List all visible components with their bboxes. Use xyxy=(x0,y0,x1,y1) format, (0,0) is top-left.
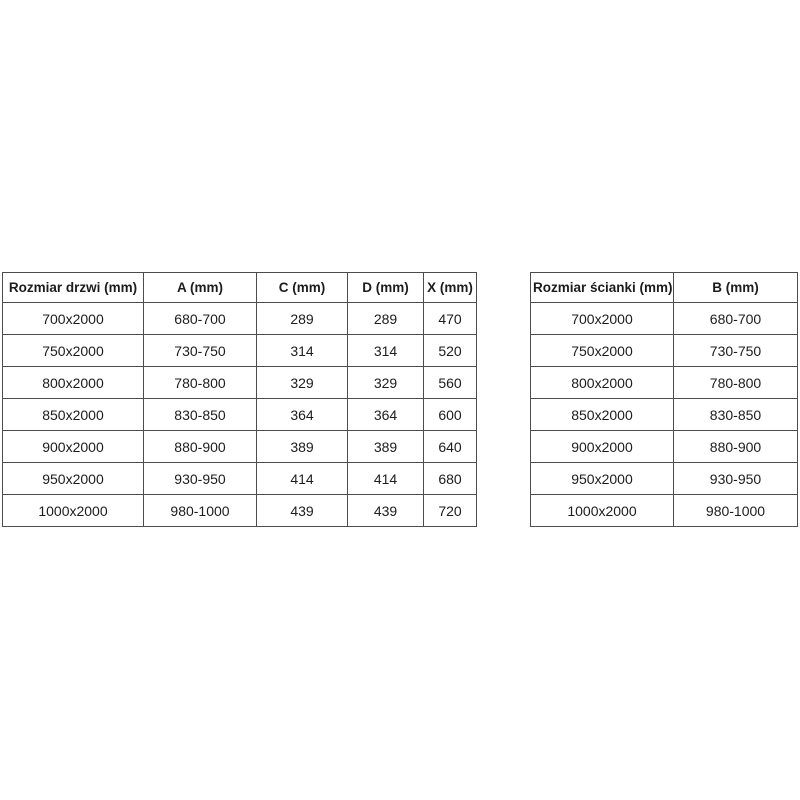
table-row xyxy=(3,463,477,495)
table-row xyxy=(3,303,477,335)
table-cell: 950x2000 xyxy=(3,463,144,495)
column-header: Rozmiar ścianki (mm) xyxy=(531,273,674,303)
table-cell: 880-900 xyxy=(144,431,257,463)
table-row xyxy=(531,303,798,335)
table-cell: 439 xyxy=(257,495,348,527)
table-cell: 680 xyxy=(424,463,477,495)
table-cell: 560 xyxy=(424,367,477,399)
table-cell: 700x2000 xyxy=(3,303,144,335)
column-header: X (mm) xyxy=(424,273,477,303)
table-row xyxy=(3,431,477,463)
table-cell: 800x2000 xyxy=(531,367,674,399)
table-cell: 720 xyxy=(424,495,477,527)
table-cell: 930-950 xyxy=(674,463,798,495)
table-cell: 930-950 xyxy=(144,463,257,495)
table-cell: 329 xyxy=(348,367,424,399)
table-cell: 680-700 xyxy=(674,303,798,335)
table-cell: 980-1000 xyxy=(674,495,798,527)
header-row xyxy=(531,273,798,303)
table-cell: 900x2000 xyxy=(3,431,144,463)
door-table-header xyxy=(3,273,477,303)
column-header: A (mm) xyxy=(144,273,257,303)
table-cell: 850x2000 xyxy=(531,399,674,431)
table-cell: 780-800 xyxy=(144,367,257,399)
table-cell: 680-700 xyxy=(144,303,257,335)
door-table-body xyxy=(3,303,477,527)
table-row xyxy=(3,367,477,399)
table-cell: 314 xyxy=(257,335,348,367)
table-cell: 289 xyxy=(257,303,348,335)
table-cell: 700x2000 xyxy=(531,303,674,335)
table-row xyxy=(3,335,477,367)
table-cell: 414 xyxy=(257,463,348,495)
wall-table-body xyxy=(531,303,798,527)
column-header: Rozmiar drzwi (mm) xyxy=(3,273,144,303)
table-row xyxy=(531,399,798,431)
table-row xyxy=(531,431,798,463)
table-cell: 314 xyxy=(348,335,424,367)
header-row xyxy=(3,273,477,303)
wall-dimensions-table xyxy=(530,272,798,527)
table-cell: 830-850 xyxy=(144,399,257,431)
table-cell: 329 xyxy=(257,367,348,399)
table-row xyxy=(531,335,798,367)
table-cell: 439 xyxy=(348,495,424,527)
table-cell: 730-750 xyxy=(144,335,257,367)
table-cell: 600 xyxy=(424,399,477,431)
column-header: D (mm) xyxy=(348,273,424,303)
table-row xyxy=(3,495,477,527)
table-cell: 980-1000 xyxy=(144,495,257,527)
table-cell: 364 xyxy=(257,399,348,431)
table-cell: 750x2000 xyxy=(3,335,144,367)
table-cell: 640 xyxy=(424,431,477,463)
table-cell: 800x2000 xyxy=(3,367,144,399)
table-cell: 850x2000 xyxy=(3,399,144,431)
table-cell: 414 xyxy=(348,463,424,495)
table-cell: 730-750 xyxy=(674,335,798,367)
table-row xyxy=(531,495,798,527)
table-cell: 1000x2000 xyxy=(3,495,144,527)
table-cell: 389 xyxy=(257,431,348,463)
table-cell: 289 xyxy=(348,303,424,335)
table-row xyxy=(531,463,798,495)
table-cell: 950x2000 xyxy=(531,463,674,495)
table-cell: 1000x2000 xyxy=(531,495,674,527)
door-dimensions-table xyxy=(2,272,477,527)
table-cell: 880-900 xyxy=(674,431,798,463)
wall-table-header xyxy=(531,273,798,303)
table-cell: 830-850 xyxy=(674,399,798,431)
table-cell: 780-800 xyxy=(674,367,798,399)
table-cell: 900x2000 xyxy=(531,431,674,463)
table-cell: 470 xyxy=(424,303,477,335)
table-cell: 520 xyxy=(424,335,477,367)
table-cell: 750x2000 xyxy=(531,335,674,367)
table-cell: 389 xyxy=(348,431,424,463)
column-header: B (mm) xyxy=(674,273,798,303)
column-header: C (mm) xyxy=(257,273,348,303)
table-row xyxy=(531,367,798,399)
table-cell: 364 xyxy=(348,399,424,431)
table-row xyxy=(3,399,477,431)
